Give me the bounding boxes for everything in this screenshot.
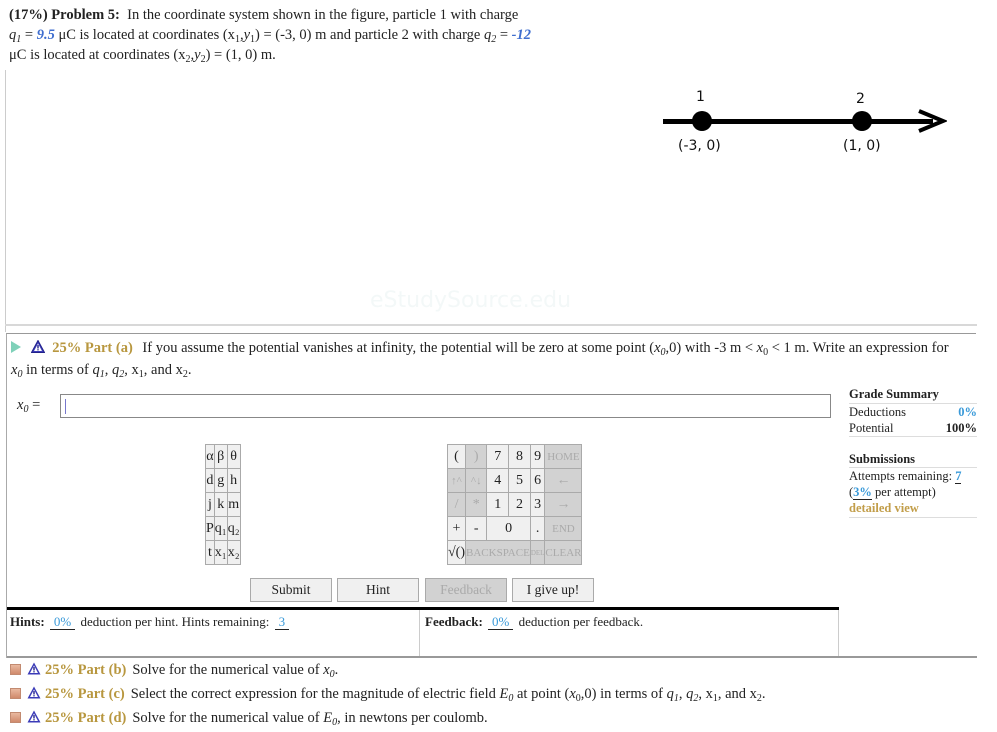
collapsed-box-icon[interactable] [10, 688, 21, 699]
problem-number: Problem 5: [51, 7, 120, 23]
hints-text: deduction per hint. Hints remaining: [80, 614, 270, 629]
text: , [698, 686, 706, 702]
grade-summary-title: Grade Summary [849, 386, 977, 404]
problem-text: ) = (-3, 0) m and particle 2 with charge [255, 27, 484, 43]
part-a-label: 25% Part (a) [52, 340, 133, 356]
particle-2-dot [852, 111, 872, 131]
submissions-panel [849, 451, 977, 518]
part-c-label: 25% Part (c) [45, 686, 125, 702]
part-d-text: Solve for the numerical value of [132, 710, 324, 726]
key-open-paren[interactable]: ( [448, 445, 466, 469]
sub: 0 [660, 347, 666, 358]
key-x2[interactable]: x₂ [227, 541, 240, 565]
key-t[interactable]: t [206, 541, 215, 565]
var: x [175, 362, 183, 378]
key-q1[interactable]: q₁ [214, 517, 227, 541]
deductions-label: Deductions [849, 405, 906, 419]
sub: 1 [138, 369, 144, 380]
sub: 2 [200, 54, 206, 65]
expand-triangle-icon[interactable] [11, 341, 21, 353]
text: . [334, 662, 339, 678]
q2-symbol: q [483, 27, 492, 43]
sub: 2 [185, 54, 191, 65]
text: , [678, 686, 687, 702]
eq: = [21, 27, 37, 43]
q2-sub: 2 [491, 34, 497, 45]
key-sqrt[interactable]: √() [448, 541, 466, 565]
feedback-deduction-link[interactable]: 0% [488, 614, 513, 630]
divider [419, 610, 420, 657]
key-9[interactable]: 9 [530, 445, 545, 469]
key-1[interactable]: 1 [487, 493, 509, 517]
problem-text: μC is located at coordinates (x [54, 27, 235, 43]
divider [838, 610, 839, 657]
key-left-arrow[interactable]: ← [545, 469, 582, 493]
sub: 0 [763, 347, 769, 358]
warning-icon [27, 686, 41, 699]
key-0[interactable]: 0 [487, 517, 530, 541]
part-b-label: 25% Part (b) [45, 662, 127, 678]
separator [7, 656, 977, 658]
particle-1-dot [692, 111, 712, 131]
key-h[interactable]: h [227, 469, 240, 493]
give-up-button[interactable]: I give up! [512, 578, 594, 602]
deductions-row [849, 404, 977, 420]
coordinate-figure [655, 85, 955, 165]
var: q [112, 362, 120, 378]
part-b-row[interactable] [10, 659, 338, 681]
separator [5, 324, 977, 326]
hint-deduction-link[interactable]: 0% [50, 614, 75, 630]
q1-symbol: q [9, 27, 17, 43]
part-a-text: ,0) with -3 m < [665, 340, 757, 356]
potential-label: Potential [849, 421, 894, 435]
key-backspace[interactable]: BACKSPACE [466, 541, 531, 565]
var: x [749, 686, 757, 702]
sub: 1 [99, 369, 105, 380]
key-plus[interactable]: + [448, 517, 466, 541]
feedback-text: deduction per feedback. [518, 614, 644, 629]
attempts-label: Attempts remaining: [849, 469, 953, 483]
answer-label [17, 397, 57, 414]
key-q2[interactable]: q₂ [227, 517, 240, 541]
key-7[interactable]: 7 [487, 445, 509, 469]
var: x [654, 340, 661, 356]
part-d-row[interactable] [10, 707, 488, 729]
problem-text: μC is located at coordinates (x [9, 47, 186, 63]
hint-button[interactable]: Hint [337, 578, 419, 602]
number-keypad [447, 444, 582, 565]
var: x [705, 686, 713, 702]
text: , [124, 362, 132, 378]
problem-text: ) = (1, 0) m. [205, 47, 276, 63]
var: E [499, 686, 509, 702]
hints-label: Hints: [10, 614, 45, 629]
key-5[interactable]: 5 [509, 469, 531, 493]
sub: 1 [673, 693, 679, 704]
feedback-label: Feedback: [425, 614, 483, 629]
key-4[interactable]: 4 [487, 469, 509, 493]
particle-1-coords: (-3, 0) [678, 138, 721, 154]
text: , [104, 362, 113, 378]
per-attempt-row [849, 484, 977, 500]
key-d[interactable]: d [206, 469, 215, 493]
text: . [187, 362, 192, 378]
hints-remaining-link[interactable]: 3 [275, 614, 290, 630]
arrow-head-icon [917, 109, 947, 133]
text: , and [143, 362, 176, 378]
key-theta[interactable]: θ [227, 445, 240, 469]
watermark: eStudySource.edu [370, 288, 572, 313]
var: q [666, 686, 674, 702]
collapsed-box-icon[interactable] [10, 664, 21, 675]
problem-percent: (17%) [9, 7, 48, 23]
collapsed-box-icon[interactable] [10, 712, 21, 723]
var: x [11, 362, 18, 378]
text: , and [717, 686, 750, 702]
var: q [686, 686, 694, 702]
key-multiply[interactable]: * [466, 493, 487, 517]
eq: = [496, 27, 512, 43]
problem-text: In the coordinate system shown in the figure, particle 1 with charge [127, 7, 519, 23]
key-superscript-up[interactable]: ↑^ [448, 469, 466, 493]
sub: 1 [234, 34, 240, 45]
attempts-remaining-link[interactable]: 7 [955, 469, 962, 483]
var: x [756, 340, 764, 356]
deductions-value: 0% [958, 405, 977, 419]
q1-value: 9.5 [36, 27, 55, 43]
part-b-text: Solve for the numerical value of [132, 662, 324, 678]
key-right-arrow[interactable]: → [545, 493, 582, 517]
per-attempt-link[interactable]: 3% [853, 485, 872, 499]
potential-value: 100% [945, 421, 977, 435]
warning-icon [27, 662, 41, 675]
feedback-info [425, 614, 643, 630]
submissions-title: Submissions [849, 451, 977, 468]
text-caret [65, 399, 66, 414]
sub: 1 [712, 693, 718, 704]
part-c-text: Select the correct expression for the magnitude of electric field [130, 686, 500, 702]
part-c-row[interactable] [10, 683, 766, 705]
key-j[interactable]: j [206, 493, 215, 517]
warning-icon [27, 710, 41, 723]
key-del[interactable]: DEL [530, 541, 545, 565]
key-close-paren[interactable]: ) [466, 445, 487, 469]
sub: 2 [756, 693, 762, 704]
key-2[interactable]: 2 [509, 493, 531, 517]
key-beta[interactable]: β [214, 445, 227, 469]
key-minus[interactable]: - [466, 517, 487, 541]
sub: 2 [693, 693, 699, 704]
key-3[interactable]: 3 [530, 493, 545, 517]
part-a-text: If you assume the potential vanishes at infinity, the potential will be zero at some point ( [142, 340, 655, 356]
problem-text: ,y [239, 27, 250, 43]
sub: 1 [250, 34, 255, 45]
key-end[interactable]: END [545, 517, 582, 541]
warning-icon [31, 340, 45, 353]
key-6[interactable]: 6 [530, 469, 545, 493]
problem-text: ,y [190, 47, 201, 63]
detailed-view-link[interactable]: detailed view [849, 500, 977, 518]
text: per attempt) [871, 485, 936, 499]
sub: 2 [182, 369, 188, 380]
hints-feedback-box [7, 607, 839, 657]
text: ,0) in terms of [580, 686, 667, 702]
key-alpha[interactable]: α [206, 445, 215, 469]
key-clear[interactable]: CLEAR [545, 541, 582, 565]
q2-value: -12 [511, 27, 531, 43]
part-a-text: < 1 m. Write an expression for [768, 340, 949, 356]
sub: 0 [23, 404, 29, 415]
key-divide[interactable]: / [448, 493, 466, 517]
q1-sub: 1 [16, 34, 22, 45]
part-d-label: 25% Part (d) [45, 710, 127, 726]
particle-1-label: 1 [696, 89, 705, 105]
part-a-text: in terms of [22, 362, 93, 378]
var: x [17, 397, 24, 413]
sub: 0 [508, 693, 514, 704]
var: E [323, 710, 333, 726]
problem-statement [9, 5, 609, 65]
part-a-panel [6, 333, 976, 658]
answer-input[interactable] [60, 394, 831, 418]
feedback-button[interactable]: Feedback [425, 578, 507, 602]
key-m[interactable]: m [227, 493, 240, 517]
key-x1[interactable]: x₁ [214, 541, 227, 565]
var: x [323, 662, 330, 678]
eq: = [28, 397, 41, 413]
text: ( [849, 485, 854, 499]
attempts-row [849, 468, 977, 484]
hints-info [10, 614, 291, 630]
grade-summary [849, 386, 977, 437]
key-decimal[interactable]: . [530, 517, 545, 541]
content-border [5, 70, 6, 332]
sub: 0 [575, 693, 581, 704]
key-g[interactable]: g [214, 469, 227, 493]
symbol-keypad [205, 444, 241, 565]
text: . [761, 686, 766, 702]
key-subscript-down[interactable]: ^↓ [466, 469, 487, 493]
key-8[interactable]: 8 [509, 445, 531, 469]
key-home[interactable]: HOME [545, 445, 582, 469]
sub: 2 [119, 369, 125, 380]
text: , in newtons per coulomb. [337, 710, 488, 726]
text: at point ( [513, 686, 570, 702]
var: x [569, 686, 576, 702]
particle-2-coords: (1, 0) [843, 138, 881, 154]
particle-2-label: 2 [856, 91, 865, 107]
var: q [92, 362, 100, 378]
key-k[interactable]: k [214, 493, 227, 517]
var: x [131, 362, 139, 378]
submit-button[interactable]: Submit [250, 578, 332, 602]
part-a-header [11, 337, 961, 381]
key-p[interactable]: P [206, 517, 215, 541]
potential-row [849, 420, 977, 437]
sub: 0 [329, 669, 335, 680]
sub: 0 [17, 369, 23, 380]
sub: 0 [332, 717, 338, 728]
